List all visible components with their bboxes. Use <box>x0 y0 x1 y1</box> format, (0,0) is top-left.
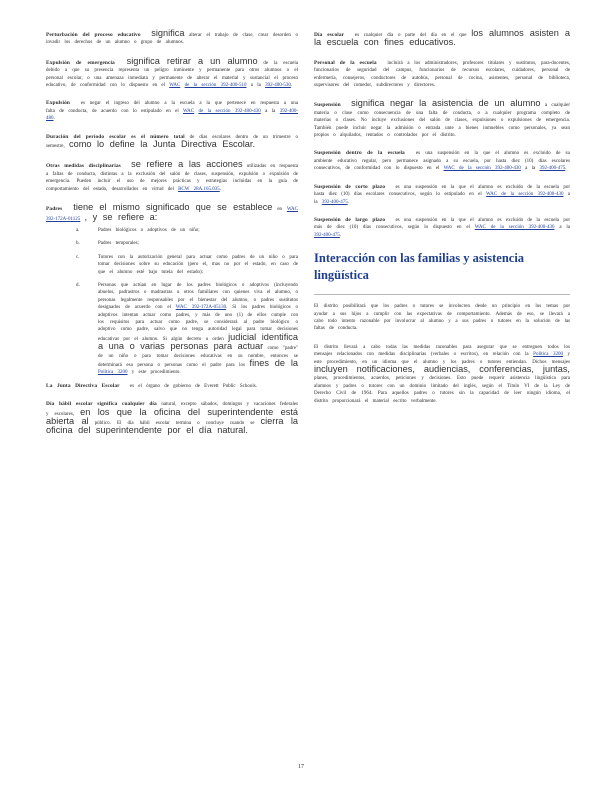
def-junta <box>46 383 298 390</box>
def-expulsion <box>46 100 298 122</box>
definition-large-text-2: cierra la oficina del superintendente por el día natural. <box>46 416 299 436</box>
definition-large-text: como lo define la Junta Directiva Escolar. <box>69 139 256 150</box>
definition-large-text: significa negar la asistencia de un alumno <box>351 98 541 109</box>
connector-text: a la <box>314 192 570 205</box>
definition-large-text: judicial identifica a una o varias personas para actuar <box>98 331 299 352</box>
term-label: Otras medidas disciplinarias <box>46 163 121 170</box>
list-text-2: . Si los padres biológicos o adoptivos intentan actuar como padres, y más de uno (1) de ellos cumple con los requisitos para actuar como padre, se considerará al padre biológico o adoptivo como padre, salvo que no tenga autoridad legal para tomar decisiones educativas por el alumno. Si algún decreto u orden <box>98 305 298 342</box>
policy-link[interactable]: Política 3200 <box>533 352 563 358</box>
definition-text: de días escolares dentro de un trimestre o semestre, <box>46 134 298 150</box>
right-column <box>314 30 570 416</box>
period: . <box>53 116 55 122</box>
list-label: c. <box>76 254 80 260</box>
term-label: Padres <box>46 206 63 213</box>
term-label: Personal de la escuela <box>314 59 377 66</box>
def-expulsion-emergencia <box>46 55 299 90</box>
definition-large-text: significa retirar a un alumno <box>126 55 258 66</box>
def-suspension-corto <box>314 184 570 206</box>
wac-link[interactable]: WAC <box>183 108 195 114</box>
definition-large-text: tiene el mismo significado que se establece <box>73 202 273 213</box>
term-label: Suspensión de largo plazo <box>314 216 386 223</box>
term-label: Suspensión de corto plazo <box>314 183 386 190</box>
term-label: Expulsión de emergencia <box>46 59 115 66</box>
definition-large-text-2: , y se refiere a: <box>84 211 158 222</box>
definition-text: de la escuela debido a que su presencia representa un peligro inminente y permanente para otros alumnos o el personal escolar, o una amenaza inmediata y permanente de alterar el material y sustancial el proceso educativo, de conformidad con lo dispuesto en el <box>46 60 299 89</box>
definition-text: natural, excepto sábados, domingos y vacaciones federales y escolares, <box>46 402 299 417</box>
paragraph-text-2: y este procedimiento, en un idioma que el alumno y los padres o tutores entiendan. Dichos mensajes <box>314 352 571 365</box>
list-item <box>46 254 298 276</box>
list-item <box>46 282 298 377</box>
definition-text: es una suspensión en la que el alumno es excluido de su ambiente educativo regular, pero permanece asignado a su escuela, por hasta diez (10) días escolares consecutivos, de conformidad con lo dispuesto en el <box>314 151 570 172</box>
wac-range-end-link[interactable]: 392-400-480 <box>46 108 299 122</box>
def-personal <box>314 60 570 90</box>
term-label: Suspensión <box>314 102 341 109</box>
list-label: b. <box>76 241 80 247</box>
def-medidas <box>46 161 298 193</box>
definition-text: es negar el ingreso del alumno a la escuela a la que pertenece en respuesta a una falta de conducta, de acuerdo con lo estipulado en el <box>46 101 298 114</box>
definition-text: es una suspensión en la que el alumno es excluido de la escuela por hasta diez (10) días escolares consecutivos, según lo estipulado en el <box>314 184 570 198</box>
rcw-link[interactable]: RCW 28A.165.035 <box>178 186 220 192</box>
list-item <box>46 240 298 247</box>
def-suspension-dentro <box>314 150 570 172</box>
wac-section-link[interactable]: WAC de la sección 392-400-430 <box>486 192 564 198</box>
def-padres <box>46 204 298 223</box>
def-suspension <box>314 100 570 139</box>
period: . <box>565 166 567 172</box>
connector-text: a la <box>265 108 276 114</box>
connector-text: a la <box>525 166 536 172</box>
definition-text: alterar el trabajo de clase, crear desorden o invadir los derechos de un alumno o grupo de alumnos. <box>46 33 299 46</box>
list-label: a. <box>76 227 80 233</box>
paragraph-text-3: planes, procedimientos, acuerdos, peticiones y decisiones. Esto puede requerir asistencia lingüística para alumnos y padres o tutores con un dominio limitado del inglés, según el Título VI de la Ley de Derecho Civil de 1964. Para aquellos padres o tutores sin la capacidad de leer ningún idioma, el distrito proporcionará el material escrito verbalmente. <box>314 376 570 404</box>
wac-link[interactable]: WAC <box>169 83 181 89</box>
def-duracion <box>46 134 298 151</box>
wac-section-link[interactable]: de la sección 392-400-430 <box>198 108 261 114</box>
wac-range-end-link[interactable]: 392-400-475 <box>321 199 348 205</box>
connector-text: a la <box>250 83 261 89</box>
def-dia-habil <box>46 401 298 437</box>
paragraph-text: El distrito posibilitará que los padres o tutores se involucren desde un principio en los temas por ayudar a sus hijos a cumplir con las expectativas de comportamiento. Además de eso, se llevará a cabo todo intento razonable por involucrar al alumno y a sus padres o tutores en la solución de las faltas de conducta. <box>314 304 570 332</box>
wac-section-link[interactable]: de la sección 392-400-510 <box>184 83 247 89</box>
wac-link[interactable]: WAC 392-172A-05130 <box>175 305 227 311</box>
term-label: Suspensión dentro de la escuela <box>314 150 405 157</box>
term-label: Día escolar <box>314 32 345 38</box>
period: . <box>290 83 293 89</box>
paragraph-language <box>314 344 570 405</box>
term-label: La Junta Directiva Escolar <box>46 382 120 389</box>
list-item <box>46 227 298 234</box>
left-column <box>46 30 298 448</box>
paragraph-text: El distrito llevará a cabo todas las medidas razonables para asegurar que se entreguen todos los mensajes relacionados con medidas disciplinarias (verbales o escritos), en relación con la <box>314 344 570 358</box>
wac-section-link[interactable]: WAC de la sección 392-400-430 <box>474 225 555 231</box>
list-text: Tutores con la autorización general para actuar como padres de un niño o para tomar decisiones sobre su educación (pero el, mas no por el estado, en caso de que el alumno esté bajo tutela del estado); <box>98 254 298 275</box>
term-label: Expulsión <box>46 100 70 107</box>
policy-link[interactable]: Política 3200 <box>98 370 128 376</box>
definition-text-2: público. El día hábil escolar termina o concluye cuando se <box>94 421 255 427</box>
list-text: Padres biológicos o adoptivos de un niño; <box>98 227 200 233</box>
definition-text: es una suspensión en la que el alumno es excluido de la escuela por más de diez (10) días consecutivos, según lo dispuesto en el <box>314 217 571 231</box>
list-text: Padres temporales; <box>98 241 139 247</box>
connector-text: a la <box>559 225 571 231</box>
page-number: 17 <box>298 764 304 770</box>
wac-range-end-link[interactable]: 392-400-530 <box>265 83 291 89</box>
definition-text: a cualquier materia o clase como consecuencia de una falta de conducta, o a cualquier programa completo de materias o clases. No incluye exclusiones del salón de clases, expulsiones o expulsiones de emergencia. También puede incluir negar la admisión o entrada unte a bienes inmuebles como personales, ya sean propios o alquilados, rentados o controlados por el distrito. <box>314 103 570 139</box>
wac-range-end-link[interactable]: 392-400-475 <box>314 232 340 238</box>
list-text-3: como "padre" de un niño o para tomar decisiones educativas en su nombre, entonces se determinará esa persona o personas como el padre para los <box>98 346 298 368</box>
padres-list <box>46 227 298 377</box>
definition-text: es cualquier día o parte del día en el que <box>354 33 467 38</box>
list-text-4: y este procedimiento. <box>131 370 181 376</box>
term-label: Duración del período escolar es el número total <box>46 133 185 140</box>
def-suspension-largo <box>314 217 570 239</box>
wac-section-link[interactable]: WAC de la sección 392-400-430 <box>443 166 521 172</box>
term-label: Día hábil escolar significa cualquier día <box>46 401 157 408</box>
wac-range-end-link[interactable]: 392-400-475 <box>539 166 566 172</box>
definition-large-text: significa <box>151 28 185 38</box>
period: . <box>339 232 342 238</box>
definition-text: es el órgano de gobierno de Everett Public Schools. <box>129 383 257 389</box>
definition-large-text-2: fines de la <box>249 358 299 368</box>
period: . <box>347 199 349 205</box>
definition-text: utilizadas en respuesta a faltas de conducta, distintas a la exclusión del salón de clases, suspensión, expulsión o expulsión de emergencia. Pueden incluir el uso de mejores prácticas y estrategias incluidas en la guía de comportamiento del estado, desarrollados en virtud del <box>46 164 299 192</box>
prefix-text: en <box>277 207 283 213</box>
definition-text: incluirá a los administradores, profesores titulares y sustitutos, para-docentes, funcionarios de seguridad del campus, funcionarios de recursos escolares, cuidadores, personal de enfermería, consejeros, conductores de autobús, personal de cocina, asistentes, personal de biblioteca, supervisores del comedor, subdirectores y directores. <box>314 60 571 89</box>
definition-large-text: se refiere a las acciones <box>131 159 243 170</box>
period: . <box>219 186 222 192</box>
def-dia-escolar <box>314 30 570 49</box>
def-perturbacion <box>46 30 298 47</box>
wac-link[interactable]: WAC 392-172A-01125 <box>46 207 298 222</box>
list-label: d. <box>76 282 80 288</box>
paragraph-large-text: incluyen notificaciones, audiencias, conferencias, juntas, <box>314 363 570 374</box>
definition-large-text: los alumnos asisten a la escuela con fines educativos. <box>314 28 571 48</box>
section-divider <box>314 294 570 295</box>
paragraph-involvement <box>314 303 570 333</box>
section-heading: Interacción con las familias y asistencia lingüística <box>314 251 525 283</box>
list-text: Personas que actúan en lugar de los padres biológicos o adoptivos (incluyendo abuelos, padrastros o madrastras u otros familiares con quienes viva el alumno, o personas legalmente responsables por el bienestar del alumno, o padres sustitutos designados de acuerdo con el <box>98 282 298 311</box>
definition-large-text: en los que la oficina del superintendente está abierta al <box>46 406 298 427</box>
term-label: Perturbación del proceso educativo <box>46 32 141 38</box>
